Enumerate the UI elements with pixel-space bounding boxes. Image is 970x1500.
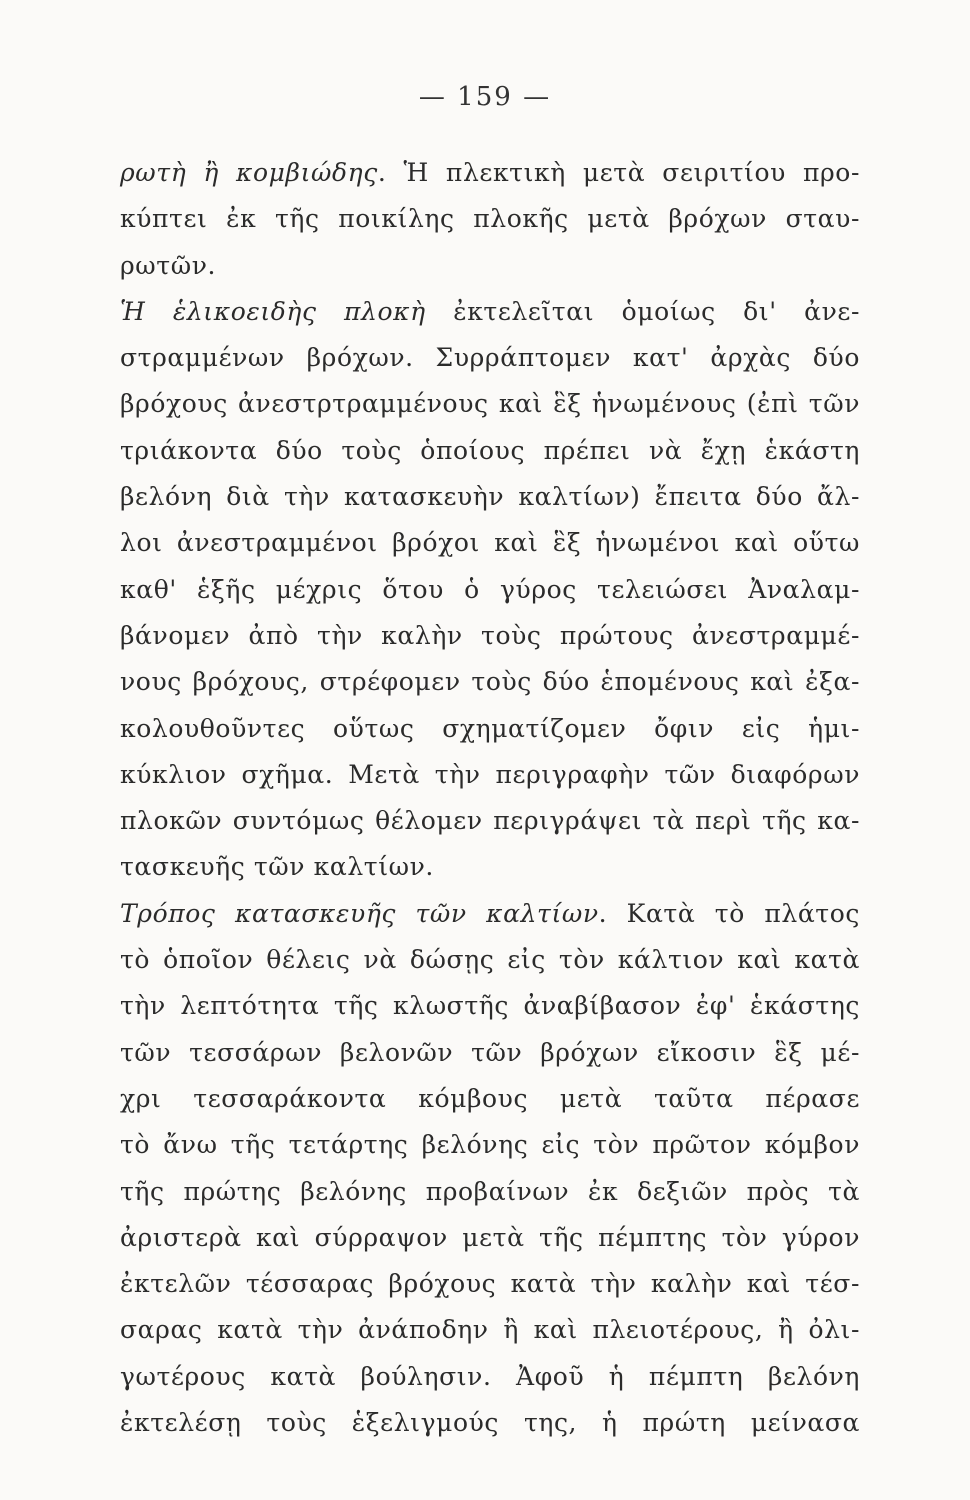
text-line xyxy=(120,381,860,427)
text-line xyxy=(120,659,860,705)
text-segment: νους βρόχους, στρέφομεν τοὺς δύο ἑπομένους καὶ ἐξα- xyxy=(120,667,860,697)
text-segment: χρι τεσσαράκοντα κόμβους μετὰ ταῦτα πέρασε xyxy=(120,1083,860,1113)
text-line xyxy=(120,613,860,659)
text-segment: λοι ἀνεστραμμένοι βρόχοι καὶ ἓξ ἡνωμένοι καὶ οὕτω xyxy=(120,528,860,558)
italic-text-segment: Ἡ ἑλικοειδὴς πλοκὴ xyxy=(120,296,426,326)
text-line xyxy=(120,1261,860,1307)
text-segment: ρωτῶν. xyxy=(120,250,217,280)
text-segment: πλοκῶν συντόμως θέλομεν περιγράψει τὰ περὶ τῆς κα- xyxy=(120,806,860,836)
text-line xyxy=(120,243,860,289)
text-line xyxy=(120,289,860,335)
text-line xyxy=(120,196,860,242)
text-line xyxy=(120,1400,860,1446)
page-number-header: — 159 — xyxy=(418,82,552,112)
text-line xyxy=(120,474,860,520)
text-line xyxy=(120,844,860,890)
text-line xyxy=(120,1030,860,1076)
text-line xyxy=(120,891,860,937)
italic-text-segment: ρωτὴ ἢ κομβιώδης xyxy=(120,158,378,187)
text-segment: κύκλιον σχῆμα. Μετὰ τὴν περιγραφὴν τῶν διαφόρων xyxy=(120,759,860,789)
text-line xyxy=(120,1307,860,1353)
text-segment: κύπτει ἐκ τῆς ποικίλης πλοκῆς μετὰ βρόχων σταυ- xyxy=(120,204,860,234)
text-line xyxy=(120,937,860,983)
text-segment: τὸ ἄνω τῆς τετάρτης βελόνης εἰς τὸν πρῶτον κόμβον xyxy=(120,1130,860,1160)
text-segment: βελόνη διὰ τὴν κατασκευὴν καλτίων) ἔπειτα δύο ἄλ- xyxy=(120,482,860,512)
body-text xyxy=(120,150,860,1446)
text-segment: τῶν τεσσάρων βελονῶν τῶν βρόχων εἴκοσιν ἓξ μέ- xyxy=(120,1037,860,1067)
text-line xyxy=(120,1354,860,1400)
text-segment: ἐκτελέσῃ τοὺς ἑξελιγμούς της, ἡ πρώτη μείνασα xyxy=(120,1408,860,1438)
text-segment: . Ἡ πλεκτικὴ μετὰ σειριτίου προ- xyxy=(377,158,861,187)
text-segment: τῆς πρώτης βελόνης προβαίνων ἐκ δεξιῶν πρὸς τὰ xyxy=(120,1176,860,1206)
text-segment: τὸ ὁποῖον θέλεις νὰ δώσῃς εἰς τὸν κάλτιον καὶ κατὰ xyxy=(120,945,860,975)
text-segment: καθ' ἑξῆς μέχρις ὅτου ὁ γύρος τελειώσει Ἀναλαμ- xyxy=(120,574,860,604)
text-line xyxy=(120,1076,860,1122)
text-segment: τριάκοντα δύο τοὺς ὁποίους πρέπει νὰ ἔχῃ ἑκάστη xyxy=(120,435,860,465)
text-line xyxy=(120,335,860,381)
text-segment: σαρας κατὰ τὴν ἀνάποδην ἢ καὶ πλειοτέρους, ἢ ὀλι- xyxy=(120,1315,860,1345)
italic-text-segment: Τρόπος κατασκευῆς τῶν καλτίων xyxy=(120,898,599,928)
text-line xyxy=(120,1169,860,1215)
text-segment: στραμμένων βρόχων. Συρράπτομεν κατ' ἀρχὰς δύο xyxy=(120,343,860,373)
text-segment: βάνομεν ἀπὸ τὴν καλὴν τοὺς πρώτους ἀνεστραμμέ- xyxy=(120,620,860,650)
text-segment: κολουθοῦντες οὕτως σχηματίζομεν ὄφιν εἰς ἡμι- xyxy=(120,713,860,743)
text-line xyxy=(120,428,860,474)
text-line xyxy=(120,983,860,1029)
text-line xyxy=(120,706,860,752)
text-line xyxy=(120,1215,860,1261)
text-segment: βρόχους ἀνεστρτραμμένους καὶ ἓξ ἡνωμένους (ἐπὶ τῶν xyxy=(120,389,860,419)
text-segment: γωτέρους κατὰ βούλησιν. Ἀφοῦ ἡ πέμπτη βελόνη xyxy=(120,1361,860,1391)
text-segment: ἐκτελῶν τέσσαρας βρόχους κατὰ τὴν καλὴν καὶ τέσ- xyxy=(120,1269,860,1299)
text-line xyxy=(120,752,860,798)
text-segment: ἐκτελεῖται ὁμοίως δι' ἀνε- xyxy=(425,296,860,326)
text-line xyxy=(120,567,860,613)
text-segment: . Κατὰ τὸ πλάτος xyxy=(598,898,860,928)
text-segment: τὴν λεπτότητα τῆς κλωστῆς ἀναβίβασον ἐφ' ἑκάστης xyxy=(120,991,860,1021)
text-line xyxy=(120,798,860,844)
text-segment: τασκευῆς τῶν καλτίων. xyxy=(120,852,434,882)
text-line xyxy=(120,150,860,196)
text-segment: ἀριστερὰ καὶ σύρραψον μετὰ τῆς πέμπτης τὸν γύρον xyxy=(120,1222,860,1252)
text-line xyxy=(120,1122,860,1168)
text-line xyxy=(120,520,860,566)
